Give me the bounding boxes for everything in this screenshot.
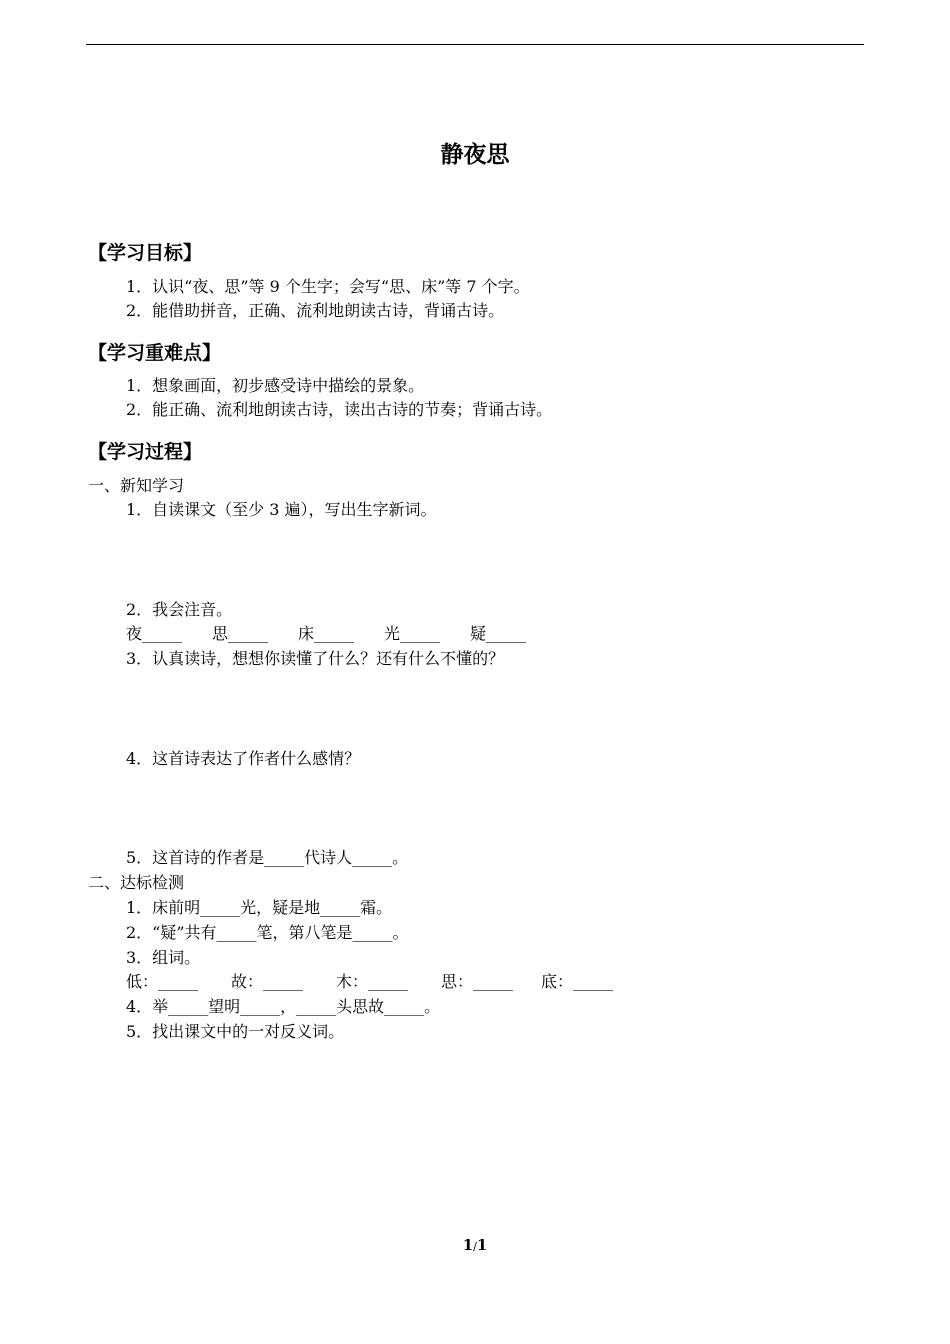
- header-rule: [86, 44, 864, 45]
- page-total: 1: [476, 1236, 488, 1254]
- pinyin-blank: 思_____: [212, 624, 269, 643]
- part1-question-1: 1．自读课文（至少 3 遍），写出生字新词。: [126, 500, 437, 519]
- part2-question-1: 1．床前明_____光，疑是地_____霜。: [126, 898, 393, 917]
- part1-question-3: 3．认真读诗，想想你读懂了什么？还有什么不懂的？: [126, 649, 505, 668]
- word-blank: 木：_____: [336, 972, 409, 991]
- section-heading-process: 【学习过程】: [88, 441, 203, 463]
- word-group-row: [126, 972, 613, 992]
- goal-item-1: 1．认识“夜、思”等 9 个生字；会写“思、床”等 7 个字。: [126, 277, 530, 296]
- word-blank: 低：_____: [126, 972, 199, 991]
- part2-question-4: 4．举_____望明_____，_____头思故_____。: [126, 997, 441, 1016]
- pinyin-blank: 光_____: [384, 624, 441, 643]
- part1-question-5: 5．这首诗的作者是_____代诗人_____。: [126, 848, 409, 867]
- word-blank: 思：_____: [441, 972, 514, 991]
- page-number: [0, 1236, 950, 1254]
- key-point-item-1: 1．想象画面，初步感受诗中描绘的景象。: [126, 376, 425, 395]
- part2-question-3: 3．组词。: [126, 948, 201, 967]
- part2-question-2: 2．“疑”共有_____笔，第八笔是_____。: [126, 923, 409, 942]
- pinyin-blank: 夜_____: [126, 624, 183, 643]
- part1-question-2: 2．我会注音。: [126, 600, 233, 619]
- page-title: 静夜思: [440, 142, 510, 168]
- pinyin-blank: 疑_____: [470, 624, 527, 643]
- page-current: 1: [462, 1236, 474, 1254]
- part2-label: 二、达标检测: [88, 873, 185, 892]
- section-heading-goals: 【学习目标】: [88, 242, 203, 264]
- page-separator: /: [473, 1240, 477, 1253]
- pinyin-row: [126, 624, 526, 644]
- part1-question-4: 4．这首诗表达了作者什么感情？: [126, 749, 361, 768]
- pinyin-blank: 床_____: [298, 624, 355, 643]
- goal-item-2: 2．能借助拼音，正确、流利地朗读古诗，背诵古诗。: [126, 301, 505, 320]
- word-blank: 故：_____: [231, 972, 304, 991]
- part1-label: 一、新知学习: [88, 476, 185, 495]
- section-heading-key-points: 【学习重难点】: [88, 342, 222, 364]
- part2-question-5: 5．找出课文中的一对反义词。: [126, 1022, 345, 1041]
- key-point-item-2: 2．能正确、流利地朗读古诗，读出古诗的节奏；背诵古诗。: [126, 400, 553, 419]
- word-blank: 底：_____: [541, 972, 614, 991]
